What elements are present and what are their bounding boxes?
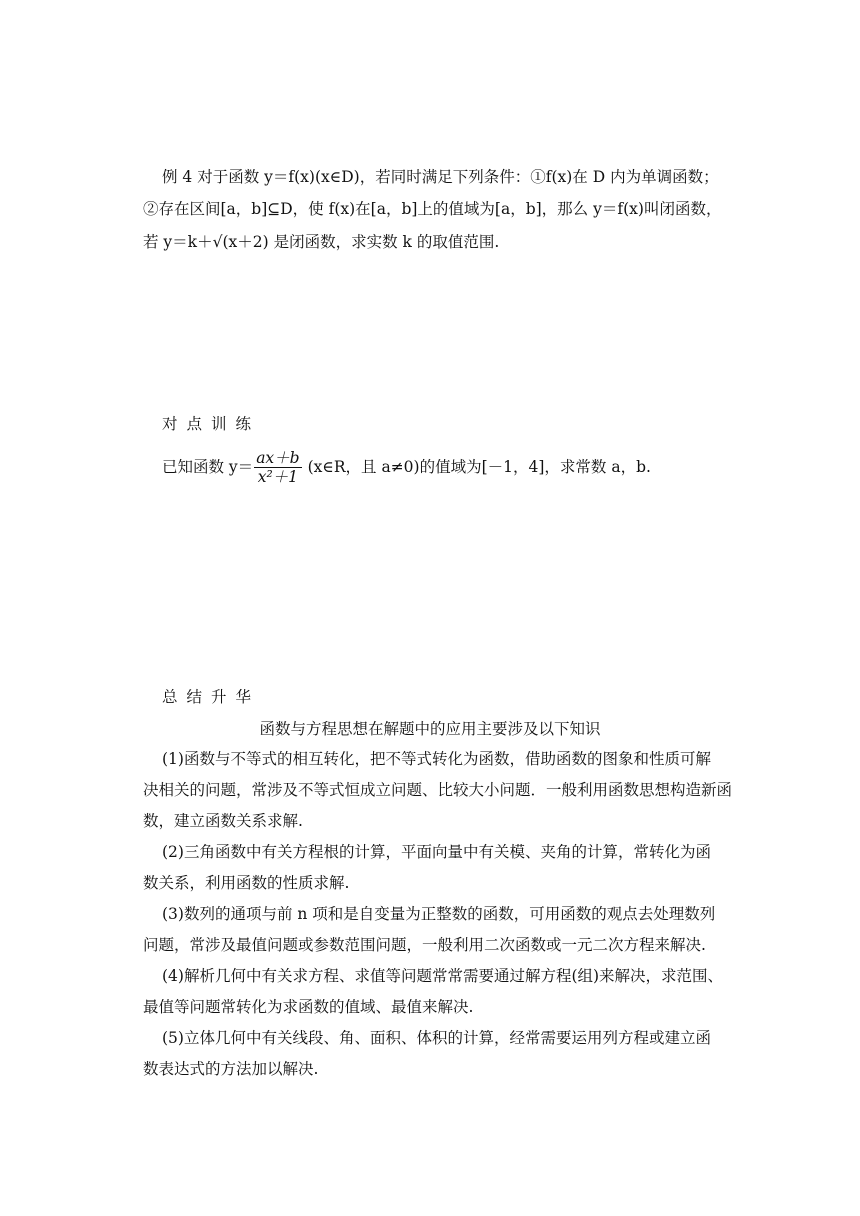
- training-problem: [162, 446, 747, 487]
- example-4-line-2: ②存在区间[a，b]⊆D，使 f(x)在[a，b]上的值域为[a，b]，那么 y＝f(x)叫闭函数，: [143, 200, 722, 218]
- training-prefix: 已知函数 y＝: [162, 458, 254, 476]
- paragraph-2-line-1: (2)三角函数中有关方程根的计算，平面向量中有关模、夹角的计算，常转化为函: [162, 843, 711, 861]
- paragraph-1-line-1: (1)函数与不等式的相互转化，把不等式转化为函数，借助函数的图象和性质可解: [162, 750, 711, 768]
- paragraph-5-line-1: (5)立体几何中有关线段、角、面积、体积的计算，经常需要运用列方程或建立函: [162, 1029, 711, 1047]
- training-heading: 对点训练: [162, 415, 261, 433]
- paragraph-4-line-2: 最值等问题常转化为求函数的值域、最值来解决.: [143, 998, 474, 1016]
- paragraph-1-line-3: 数，建立函数关系求解.: [143, 812, 303, 830]
- fraction-numerator: ax＋b: [256, 448, 300, 467]
- paragraph-5-line-2: 数表达式的方法加以解决.: [143, 1060, 319, 1078]
- paragraph-4-line-1: (4)解析几何中有关求方程、求值等问题常常需要通过解方程(组)来解决，求范围、: [162, 967, 724, 985]
- training-suffix: (x∈R，且 a≠0)的值域为[－1，4]，求常数 a，b.: [307, 458, 651, 476]
- summary-subtitle: 函数与方程思想在解题中的应用主要涉及以下知识: [259, 720, 601, 738]
- example-4-line-3: 若 y＝k＋√(x＋2) 是闭函数，求实数 k 的取值范围.: [143, 233, 500, 251]
- paragraph-3-line-1: (3)数列的通项与前 n 项和是自变量为正整数的函数，可用函数的观点去处理数列: [162, 905, 716, 923]
- example-4-line-1: 例 4 对于函数 y＝f(x)(x∈D)，若同时满足下列条件：①f(x)在 D 内为单调函数；: [162, 168, 719, 186]
- summary-heading: 总结升华: [162, 688, 261, 706]
- paragraph-2-line-2: 数关系，利用函数的性质求解.: [143, 874, 350, 892]
- paragraph-3-line-2: 问题，常涉及最值问题或参数范围问题，一般利用二次函数或一元二次方程来解决.: [143, 936, 706, 954]
- fraction: [254, 449, 301, 486]
- paragraph-1-line-2: 决相关的问题，常涉及不等式恒成立问题、比较大小问题．一般利用函数思想构造新函: [143, 781, 733, 799]
- fraction-denominator: x²＋1: [257, 467, 299, 486]
